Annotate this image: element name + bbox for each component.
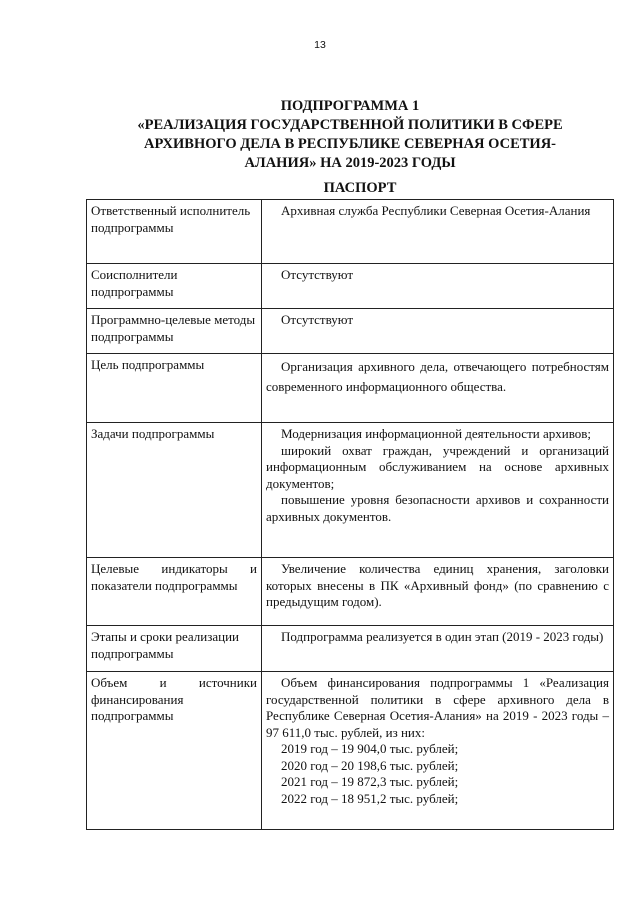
row-label-coexecutors: Соисполнители подпрограммы (87, 264, 262, 309)
financing-year: 2022 год – 18 951,2 тыс. рублей; (281, 790, 459, 806)
title-line-2: «РЕАЛИЗАЦИЯ ГОСУДАРСТВЕННОЙ ПОЛИТИКИ В СФЕРЕ (137, 117, 563, 133)
row-value-tasks (262, 423, 614, 558)
task-item: широкий охват граждан, учреждений и организаций информационным обслуживанием на основе архивных документов; (266, 442, 609, 491)
row-label-executor: Ответственный исполнитель подпрограммы (87, 200, 262, 264)
row-value-indicators: Увеличение количества единиц хранения, заголовки которых внесены в ПК «Архивный фонд» (по сравнению с предыдущим годом). (262, 558, 614, 626)
task-item: Модернизация информационной деятельности архивов; (281, 426, 591, 441)
table-row (87, 354, 614, 423)
subprogram-title (100, 97, 600, 173)
row-label-tasks: Задачи подпрограммы (87, 423, 262, 558)
table-row (87, 558, 614, 626)
title-line-1: ПОДПРОГРАММА 1 (280, 98, 420, 114)
row-value-financing (262, 672, 614, 830)
table-row (87, 264, 614, 309)
table-row (87, 626, 614, 672)
row-label-goal: Цель подпрограммы (87, 354, 262, 423)
financing-year: 2021 год – 19 872,3 тыс. рублей; (281, 774, 459, 789)
row-label-indicators: Целевые индикаторы и показатели подпрограммы (87, 558, 262, 626)
row-label-financing: Объем и источники финансирования подпрограммы (87, 672, 262, 830)
page-number: 13 (314, 39, 326, 51)
financing-year: 2020 год – 20 198,6 тыс. рублей; (281, 757, 459, 773)
table-row (87, 309, 614, 354)
row-value-methods: Отсутствуют (262, 309, 614, 354)
table-row (87, 423, 614, 558)
row-value-executor: Архивная служба Республики Северная Осетия-Алания (262, 200, 614, 264)
financing-year: 2019 год – 19 904,0 тыс. рублей; (281, 741, 459, 756)
passport-table (86, 199, 614, 830)
financing-intro: Объем финансирования подпрограммы 1 «Реализация государственной политики в сфере архивного дела в Республике Северная Осетия-Алания» на 2019 - 2023 годы – 97 611,0 тыс. рублей, из них: (266, 675, 609, 740)
title-line-4: АЛАНИЯ» НА 2019-2023 ГОДЫ (244, 155, 456, 171)
table-row (87, 200, 614, 264)
row-value-stages: Подпрограмма реализуется в один этап (2019 - 2023 годы) (262, 626, 614, 672)
title-line-3: АРХИВНОГО ДЕЛА В РЕСПУБЛИКЕ СЕВЕРНАЯ ОСЕТИЯ- (143, 136, 557, 152)
passport-heading: ПАСПОРТ (323, 180, 397, 196)
row-value-goal: Организация архивного дела, отвечающего потребностям современного информационного общества. (262, 354, 614, 423)
row-label-methods: Программно-целевые методы подпрограммы (87, 309, 262, 354)
row-label-stages: Этапы и сроки реализации подпрограммы (87, 626, 262, 672)
table-row (87, 672, 614, 830)
task-item: повышение уровня безопасности архивов и сохранности архивных документов. (266, 492, 609, 524)
row-value-coexecutors: Отсутствуют (262, 264, 614, 309)
